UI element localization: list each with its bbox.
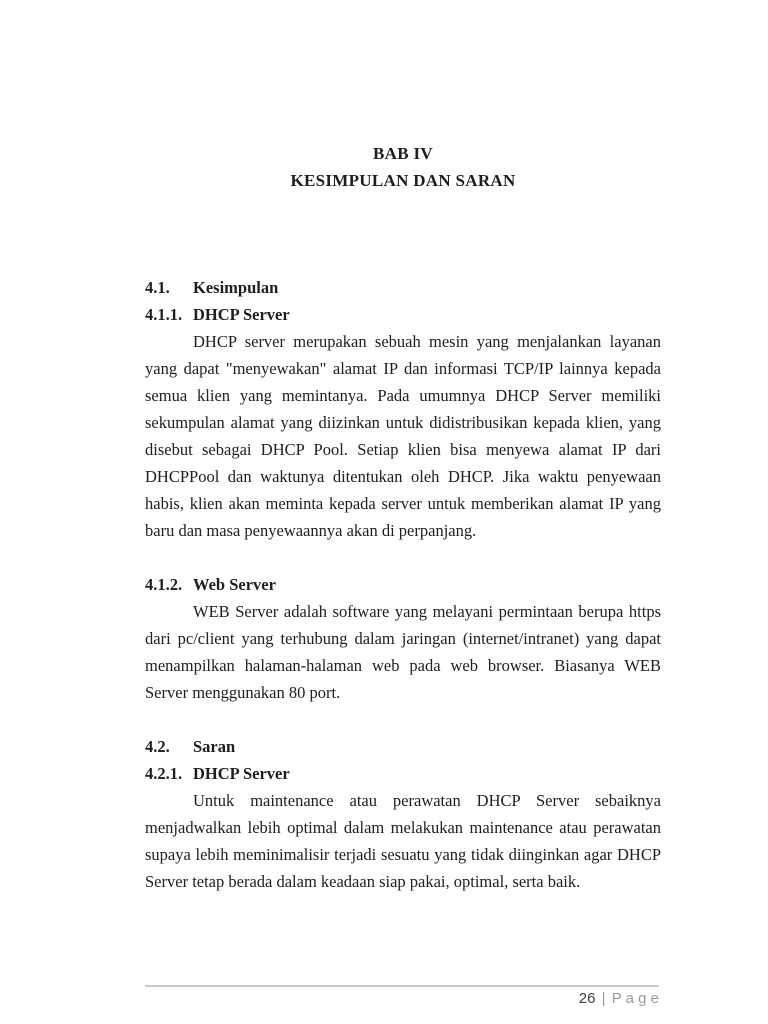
page-footer	[145, 985, 659, 1009]
section-4-1-2	[145, 571, 661, 706]
section-heading	[145, 274, 661, 301]
section-4-1	[145, 274, 661, 301]
section-4-2-1	[145, 760, 661, 895]
section-label: Kesimpulan	[193, 278, 279, 297]
section-paragraph: WEB Server adalah software yang melayani permintaan berupa https dari pc/client yang terhubung dalam jaringan (internet/intranet) yang dapat menampilkan halaman-halaman web pada web browser. Biasanya WEB Server menggunakan 80 port.	[145, 602, 661, 702]
section-label: Web Server	[193, 575, 276, 594]
section-label: DHCP Server	[193, 764, 290, 783]
chapter-title-line2: KESIMPULAN DAN SARAN	[290, 171, 516, 190]
section-heading	[145, 733, 661, 760]
chapter-title-line1: BAB IV	[373, 144, 433, 163]
section-number: 4.2.	[145, 737, 170, 756]
section-paragraph: DHCP server merupakan sebuah mesin yang menjalankan layanan yang dapat "menyewakan" alamat IP dan informasi TCP/IP lainnya kepada semua klien yang memintanya. Pada umumnya DHCP Server memiliki sekumpulan alamat yang diizinkan untuk didistribusikan kepada klien, yang disebut sebagai DHCP Pool. Setiap klien bisa menyewa alamat IP dari DHCPPool dan waktunya ditentukan oleh DHCP. Jika waktu penyewaan habis, klien akan meminta kepada server untuk memberikan alamat IP yang baru dan masa penyewaannya akan di perpanjang.	[145, 332, 661, 540]
footer-page-label: P a g e	[611, 990, 659, 1007]
section-label: DHCP Server	[193, 305, 290, 324]
section-number: 4.1.1.	[145, 305, 183, 324]
section-number: 4.1.2.	[145, 575, 183, 594]
section-paragraph: Untuk maintenance atau perawatan DHCP Server sebaiknya menjadwalkan lebih optimal dalam melakukan maintenance atau perawatan supaya lebih meminimalisir terjadi sesuatu yang tidak diinginkan agar DHCP Server tetap berada dalam keadaan siap pakai, optimal, serta baik.	[145, 791, 661, 891]
page-number: 26	[578, 990, 596, 1007]
section-heading	[145, 301, 661, 328]
section-heading	[145, 760, 661, 787]
section-number: 4.2.1.	[145, 764, 183, 783]
section-label: Saran	[193, 737, 236, 756]
chapter-title	[145, 140, 661, 194]
section-4-1-1	[145, 301, 661, 544]
section-number: 4.1.	[145, 278, 170, 297]
page-content	[145, 0, 661, 895]
section-heading	[145, 571, 661, 598]
footer-separator: |	[601, 990, 606, 1007]
section-4-2	[145, 733, 661, 760]
